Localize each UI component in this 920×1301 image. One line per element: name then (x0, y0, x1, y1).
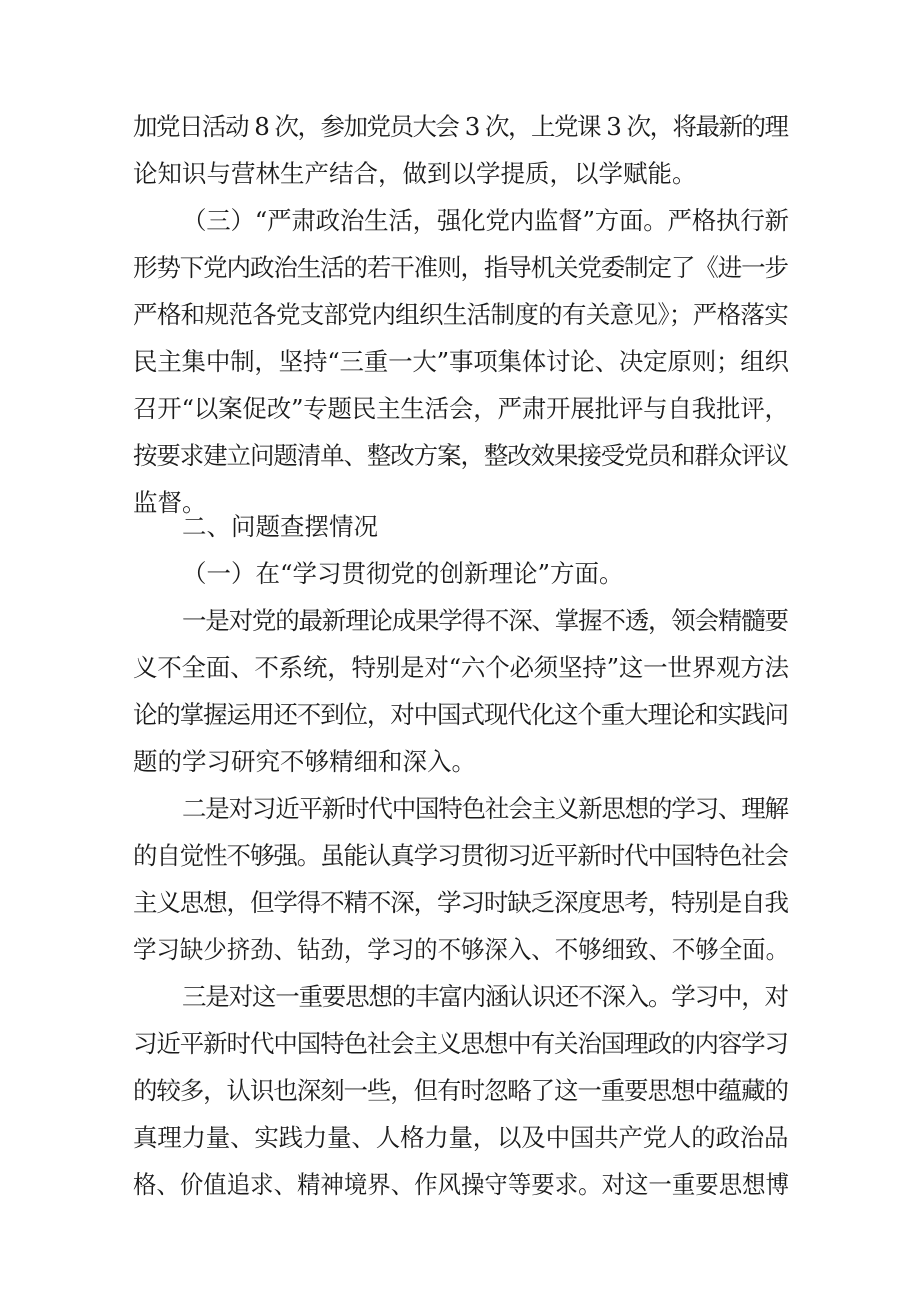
paragraph-line: 主义思想，但学得不精不深，学习时缺乏深度思考，特别是自我 (133, 888, 788, 917)
paragraph-line: 的较多，认识也深刻一些，但有时忽略了这一重要思想中蕴藏的 (133, 1076, 788, 1105)
paragraph-line: 习近平新时代中国特色社会主义思想中有关治国理政的内容学习 (133, 1029, 788, 1058)
paragraph-line: 真理力量、实践力量、人格力量，以及中国共产党人的政治品 (133, 1123, 789, 1152)
paragraph-line: 监督。 (133, 488, 207, 517)
paragraph-line: 形势下党内政治生活的若干准则，指导机关党委制定了《进一步 (133, 253, 788, 282)
paragraph-line: 论知识与营林生产结合，做到以学提质，以学赋能。 (133, 159, 697, 188)
paragraph-line: 严格和规范各党支部党内组织生活制度的有关意见》；严格落实 (133, 300, 789, 329)
paragraph-line: 二是对习近平新时代中国特色社会主义新思想的学习、理解 (182, 794, 788, 823)
paragraph-line: （一）在“学习贯彻党的创新理论”方面。 (182, 559, 624, 588)
paragraph-line: 召开“以案促改”专题民主生活会，严肃开展批评与自我批评， (133, 394, 789, 423)
paragraph-line: 格、价值追求、精神境界、作风操守等要求。对这一重要思想博 (133, 1170, 789, 1199)
paragraph-line: 义不全面、不系统，特别是对“六个必须坚持”这一世界观方法 (133, 653, 789, 682)
paragraph-line: 题的学习研究不够精细和深入。 (133, 747, 476, 776)
paragraph-line: 学习缺少挤劲、钻劲，学习的不够深入、不够细致、不够全面。 (133, 935, 789, 964)
paragraph-line: （三）“严肃政治生活，强化党内监督”方面。严格执行新 (182, 206, 789, 235)
paragraph-line: 加党日活动 8 次，参加党员大会 3 次，上党课 3 次，将最新的理 (133, 112, 788, 141)
paragraph-line: 按要求建立问题清单、整改方案，整改效果接受党员和群众评议 (133, 441, 788, 470)
paragraph-line: 一是对党的最新理论成果学得不深、掌握不透，领会精髓要 (182, 606, 788, 635)
paragraph-line: 论的掌握运用还不到位，对中国式现代化这个重大理论和实践问 (133, 700, 788, 729)
paragraph-line: 的自觉性不够强。虽能认真学习贯彻习近平新时代中国特色社会 (133, 841, 788, 870)
paragraph-line: 民主集中制，坚持“三重一大”事项集体讨论、决定原则；组织 (133, 347, 789, 376)
paragraph-line: 三是对这一重要思想的丰富内涵认识还不深入。学习中，对 (182, 982, 788, 1011)
section-heading: 二、问题查摆情况 (182, 512, 378, 541)
